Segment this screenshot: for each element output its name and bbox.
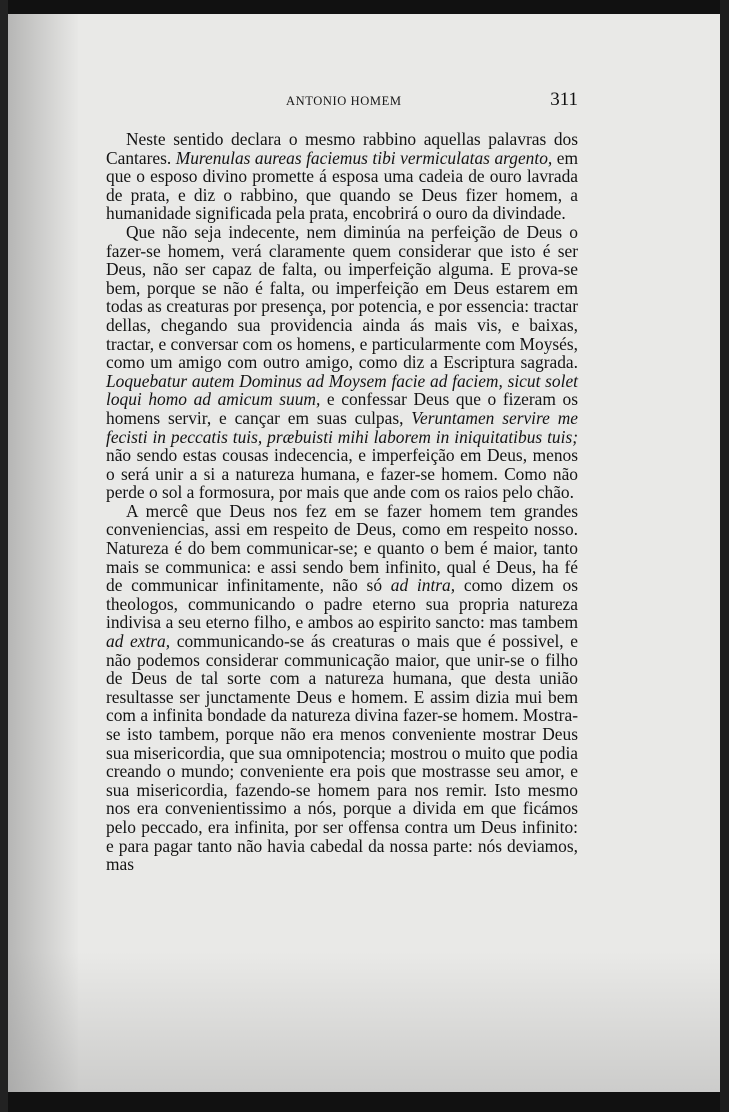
latin-quotation: ad extra, <box>106 631 171 652</box>
text-run: Que não seja indecente, nem diminúa na perfeição de Deus o fazer-se homem, verá claramente quem considerar que isto é ser Deus, não ser capaz de falta, ou imperfeição alguma. E prova-se bem, porque se não é falta, ou imperfeição em Deus estarem em todas as creaturas por presença, por potencia, e por essencia: tractar dellas, chegando sua providencia ainda ás mais vis, e baixas, tractar, e conversar com os homens, e particularmente com Moysés, como um amigo com outro amigo, como diz a Escriptura sagrada. <box>106 221 578 373</box>
running-head: ANTONIO HOMEM <box>286 94 402 108</box>
text-run: Neste sentido declara o mesmo rabbino aquellas palavras dos Cantares. <box>106 129 578 168</box>
text-run: não sendo estas cousas indecencia, e imperfeição em Deus, menos o será unir a si a natureza humana, e fazer-se homem. Como não perde o sol a formosura, por mais que ande com os raios pelo chão. <box>106 445 578 503</box>
latin-quotation: Murenulas aureas faciemus tibi vermiculatas argento, <box>175 147 553 168</box>
latin-quotation: Veruntamen servire me fecisti in peccatis tuis, præbuisti mihi laborem in iniquitatibus tuis; <box>106 407 578 447</box>
latin-quotation: ad intra, <box>390 575 456 596</box>
scan-border-bottom <box>0 1092 729 1112</box>
text-run: A mercê que Deus nos fez em se fazer homem tem grandes conveniencias, assi em respeito de Deus, como em respeito nosso. Natureza é do bem communicar-se; e quanto o bem é maior, tanto mais se communica: e assi sendo bem infinito, qual é Deus, ha fé de communicar infinitamente, não só <box>106 500 578 596</box>
scan-border-right <box>720 0 729 1112</box>
page-number: 311 <box>550 89 578 110</box>
scan-border-left <box>0 0 8 1112</box>
paragraph <box>106 502 578 874</box>
text-run: e confessar Deus que o fizeram os homens servir, e cançar em suas culpas, <box>106 389 578 428</box>
scan-border-top <box>0 0 729 14</box>
text-run: como dizem os theologos, communicando o padre eterno sua propria natureza indivisa a seu eterno filho, e ambos ao espirito sancto: mas tambem <box>106 575 578 633</box>
body-text <box>106 130 578 874</box>
paragraph <box>106 223 578 502</box>
page-shadow-left <box>8 14 78 1092</box>
text-run: communicando-se ás creaturas o mais que é possivel, e não podemos considerar communicação maior, que unir-se o filho de Deus de tal sorte com a natureza humana, que desta união resultasse ser junctamente Deus e homem. E assim dizia mui bem com a infinita bondade da natureza divina fazer-se homem. Mostra-se isto tambem, porque não era menos conveniente mostrar Deus sua misericordia, que sua omnipotencia; mostrou o muito que podia creando o mundo; conveniente era pois que mostrasse seu amor, e sua misericordia, fazendo-se homem para nos remir. Isto mesmo nos era convenientissimo a nós, porque a divida em que ficámos pelo peccado, era infinita, por ser offensa contra um Deus infinito: e para pagar tanto não havia cabedal da nossa parte: nós deviamos, mas <box>106 631 578 875</box>
paragraph <box>106 130 578 223</box>
page-shadow-bottom <box>8 952 720 1092</box>
text-run: em que o esposo divino promette á esposa uma cadeia de ouro lavrada de prata, e diz o rabbino, que quando se Deus fizer homem, a humanidade significada pela prata, encobrirá o ouro da divindade. <box>106 147 578 224</box>
latin-quotation: Loquebatur autem Dominus ad Moysem facie ad faciem, sicut solet loqui homo ad amicum suum, <box>106 370 578 410</box>
page-header <box>100 89 578 116</box>
